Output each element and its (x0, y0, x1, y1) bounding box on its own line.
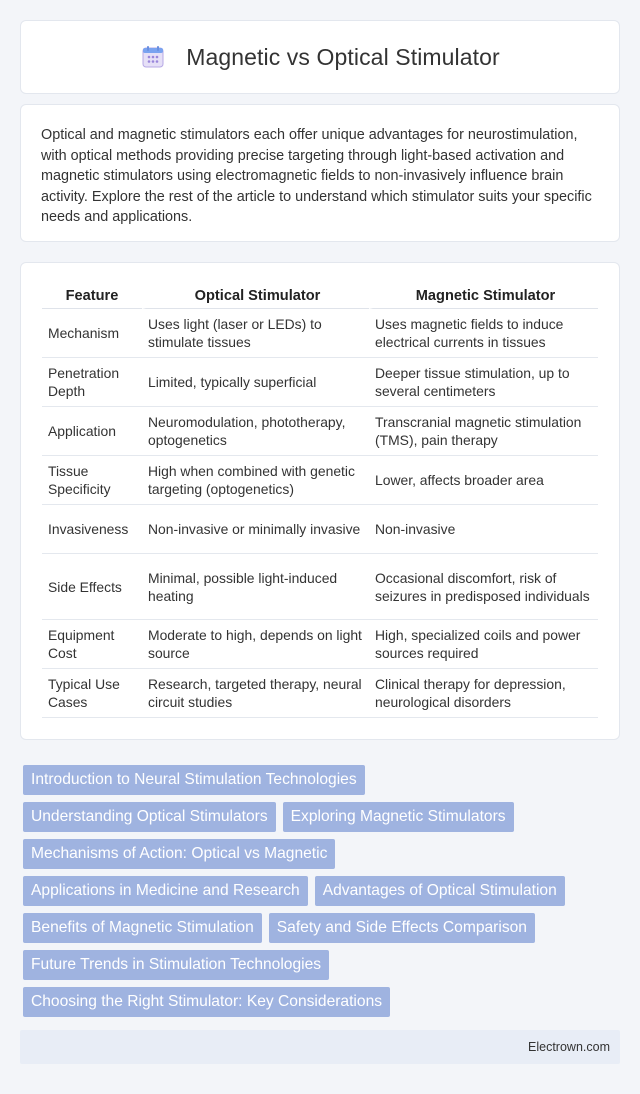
header-magnetic: Magnetic Stimulator (369, 283, 598, 309)
table-row (42, 669, 598, 718)
feature-cell: Equipment Cost (42, 620, 142, 669)
comparison-table (42, 283, 598, 718)
magnetic-cell: High, specialized coils and power sources required (369, 620, 598, 669)
intro-paragraph: Optical and magnetic stimulators each offer unique advantages for neurostimulation, with optical methods providing precise targeting through light-based activation and magnetic stimulators using electromagnetic fields to non-invasively influence brain activity. Explore the rest of the article to understand which stimulator suits your specific needs and applications. (41, 127, 592, 225)
feature-cell: Mechanism (42, 309, 142, 358)
magnetic-cell: Occasional discomfort, risk of seizures in predisposed individuals (369, 554, 598, 620)
optical-cell: Limited, typically superficial (142, 358, 369, 407)
feature-cell: Application (42, 407, 142, 456)
feature-cell: Tissue Specificity (42, 456, 142, 505)
magnetic-cell: Lower, affects broader area (369, 456, 598, 505)
table-row (42, 407, 598, 456)
tag-link[interactable]: Introduction to Neural Stimulation Technologies (23, 765, 365, 795)
optical-cell: Neuromodulation, phototherapy, optogenetics (142, 407, 369, 456)
comparison-table-card (20, 262, 620, 740)
optical-cell: Minimal, possible light-induced heating (142, 554, 369, 620)
tag-link[interactable]: Mechanisms of Action: Optical vs Magnetic (23, 839, 335, 869)
magnetic-cell: Clinical therapy for depression, neurological disorders (369, 669, 598, 718)
header-optical: Optical Stimulator (142, 283, 369, 309)
feature-cell: Penetration Depth (42, 358, 142, 407)
topic-tags (23, 765, 623, 1024)
feature-cell: Invasiveness (42, 505, 142, 554)
tag-link[interactable]: Understanding Optical Stimulators (23, 802, 276, 832)
table-row (42, 620, 598, 669)
magnetic-cell: Transcranial magnetic stimulation (TMS), pain therapy (369, 407, 598, 456)
table-row (42, 358, 598, 407)
header-feature: Feature (42, 283, 142, 309)
tag-link[interactable]: Exploring Magnetic Stimulators (283, 802, 514, 832)
table-row (42, 505, 598, 554)
optical-cell: Non-invasive or minimally invasive (142, 505, 369, 554)
optical-cell: Moderate to high, depends on light source (142, 620, 369, 669)
table-row (42, 309, 598, 358)
table-header-row (42, 283, 598, 309)
tag-link[interactable]: Future Trends in Stimulation Technologies (23, 950, 329, 980)
feature-cell: Side Effects (42, 554, 142, 620)
magnetic-cell: Deeper tissue stimulation, up to several centimeters (369, 358, 598, 407)
tag-link[interactable]: Safety and Side Effects Comparison (269, 913, 535, 943)
table-row (42, 456, 598, 505)
feature-cell: Typical Use Cases (42, 669, 142, 718)
intro-card (20, 104, 620, 242)
footer (20, 1030, 620, 1064)
title-card (20, 20, 620, 94)
tag-link[interactable]: Applications in Medicine and Research (23, 876, 308, 906)
optical-cell: Research, targeted therapy, neural circuit studies (142, 669, 369, 718)
magnetic-cell: Uses magnetic fields to induce electrical currents in tissues (369, 309, 598, 358)
optical-cell: High when combined with genetic targeting (optogenetics) (142, 456, 369, 505)
calendar-icon (140, 44, 166, 70)
tag-link[interactable]: Choosing the Right Stimulator: Key Considerations (23, 987, 390, 1017)
optical-cell: Uses light (laser or LEDs) to stimulate tissues (142, 309, 369, 358)
tag-link[interactable]: Benefits of Magnetic Stimulation (23, 913, 262, 943)
magnetic-cell: Non-invasive (369, 505, 598, 554)
tag-link[interactable]: Advantages of Optical Stimulation (315, 876, 565, 906)
page-title: Magnetic vs Optical Stimulator (186, 43, 500, 70)
table-row (42, 554, 598, 620)
footer-brand: Electrown.com (528, 1040, 610, 1054)
